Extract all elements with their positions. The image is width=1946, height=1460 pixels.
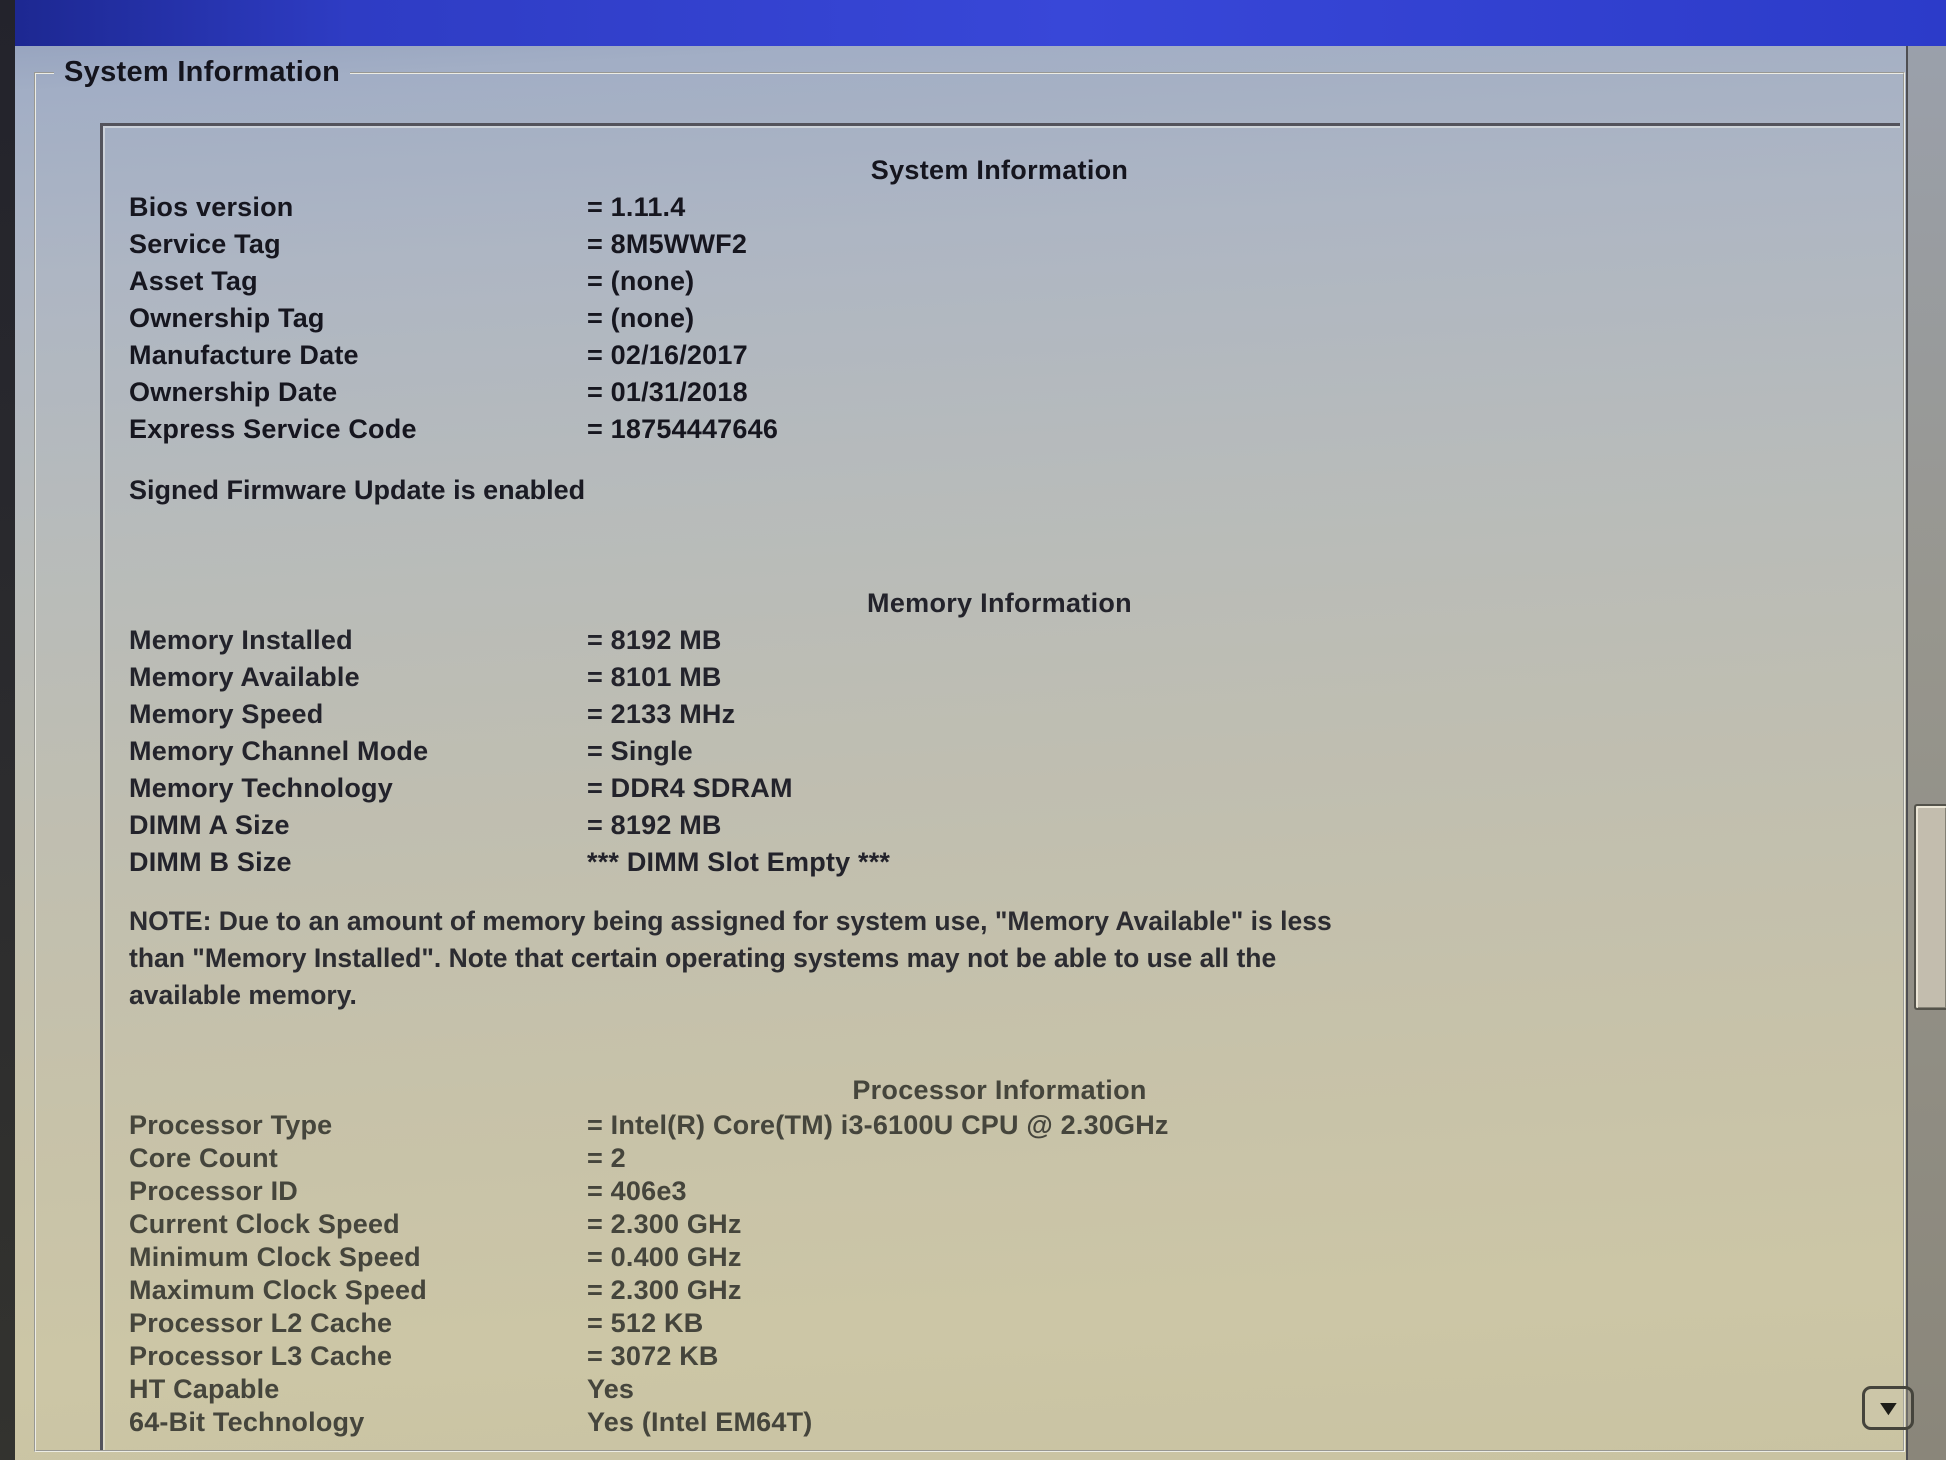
info-label: Maximum Clock Speed	[129, 1275, 427, 1305]
info-value: = (none)	[587, 303, 695, 333]
info-row-processor-id	[129, 1175, 1870, 1208]
memory-note-line: available memory.	[129, 980, 357, 1010]
section-header: System Information	[870, 155, 1129, 185]
info-value: = Single	[587, 736, 693, 766]
info-row-maximum-clock-speed	[129, 1274, 1870, 1307]
info-label: HT Capable	[129, 1374, 280, 1404]
info-row-processor-type	[129, 1109, 1870, 1142]
info-row-ht-capable	[129, 1373, 1870, 1406]
info-row-dimm-a-size	[129, 807, 1870, 844]
info-label: Express Service Code	[129, 414, 417, 444]
info-label: 64-Bit Technology	[129, 1407, 365, 1437]
info-row-service-tag	[129, 226, 1870, 263]
info-row-minimum-clock-speed	[129, 1241, 1870, 1274]
info-value: = 0.400 GHz	[587, 1242, 742, 1272]
info-label: Core Count	[129, 1143, 278, 1173]
info-row-dimm-b-size	[129, 844, 1870, 881]
memory-note-line: NOTE: Due to an amount of memory being assigned for system use, "Memory Available" is less	[129, 906, 1332, 936]
info-panel-content	[129, 150, 1870, 1450]
info-label: Bios version	[129, 192, 294, 222]
info-row-64-bit-technology	[129, 1406, 1870, 1439]
info-row-memory-installed	[129, 622, 1870, 659]
info-value: = Intel(R) Core(TM) i3-6100U CPU @ 2.30GHz	[587, 1110, 1169, 1140]
info-label: Processor L2 Cache	[129, 1308, 393, 1338]
system-information-groupbox	[34, 56, 1905, 1452]
memory-note-line: than "Memory Installed". Note that certain operating systems may not be able to use all the	[129, 943, 1277, 973]
info-value: = 02/16/2017	[587, 340, 748, 370]
screen-left-edge	[0, 0, 15, 1460]
info-label: Current Clock Speed	[129, 1209, 400, 1239]
info-label: Minimum Clock Speed	[129, 1242, 421, 1272]
firmware-status-text: Signed Firmware Update is enabled	[129, 475, 586, 505]
info-row-current-clock-speed	[129, 1208, 1870, 1241]
info-panel	[100, 123, 1903, 1450]
chevron-down-icon: ▼	[1873, 1396, 1903, 1420]
memory-note	[129, 903, 1870, 1014]
info-label: Manufacture Date	[129, 340, 359, 370]
info-label: Memory Technology	[129, 773, 393, 803]
info-value: = 2	[587, 1143, 626, 1173]
info-value: = 512 KB	[587, 1308, 704, 1338]
section-system-information	[129, 152, 1870, 448]
info-value: = DDR4 SDRAM	[587, 773, 793, 803]
info-label: Processor ID	[129, 1176, 298, 1206]
info-row-manufacture-date	[129, 337, 1870, 374]
scrollbar-track[interactable]	[1906, 46, 1946, 1460]
info-label: Service Tag	[129, 229, 281, 259]
info-label: Memory Channel Mode	[129, 736, 429, 766]
scroll-down-button[interactable]	[1862, 1386, 1914, 1430]
info-row-memory-channel-mode	[129, 733, 1870, 770]
section-processor-information	[129, 1072, 1870, 1439]
info-label: Ownership Tag	[129, 303, 325, 333]
info-row-memory-technology	[129, 770, 1870, 807]
info-row-core-count	[129, 1142, 1870, 1175]
section-header: Processor Information	[852, 1075, 1147, 1105]
info-value: = 1.11.4	[587, 192, 686, 222]
info-label: Asset Tag	[129, 266, 258, 296]
info-value: = 8192 MB	[587, 625, 722, 655]
info-row-ownership-date	[129, 374, 1870, 411]
section-header: Memory Information	[867, 588, 1132, 618]
info-value: Yes (Intel EM64T)	[587, 1407, 813, 1437]
info-row-processor-l3-cache	[129, 1340, 1870, 1373]
info-value: Yes	[587, 1374, 635, 1404]
info-value: = (none)	[587, 266, 695, 296]
groupbox-title: System Information	[64, 56, 341, 88]
info-row-express-service-code	[129, 411, 1870, 448]
info-value: = 8101 MB	[587, 662, 722, 692]
info-value: = 2.300 GHz	[587, 1209, 742, 1239]
info-label: Processor Type	[129, 1110, 333, 1140]
info-row-memory-speed	[129, 696, 1870, 733]
top-blue-bar	[0, 0, 1946, 46]
info-row-memory-available	[129, 659, 1870, 696]
info-label: Processor L3 Cache	[129, 1341, 393, 1371]
info-value: = 01/31/2018	[587, 377, 748, 407]
info-row-bios-version	[129, 189, 1870, 226]
info-label: DIMM B Size	[129, 847, 292, 877]
info-row-asset-tag	[129, 263, 1870, 300]
info-value: = 8192 MB	[587, 810, 722, 840]
info-value: = 406e3	[587, 1176, 687, 1206]
info-row-processor-l2-cache	[129, 1307, 1870, 1340]
info-label: Memory Available	[129, 662, 360, 692]
info-value: = 2.300 GHz	[587, 1275, 742, 1305]
info-label: Ownership Date	[129, 377, 338, 407]
info-value: = 18754447646	[587, 414, 779, 444]
info-value: = 3072 KB	[587, 1341, 719, 1371]
info-label: Memory Speed	[129, 699, 324, 729]
info-value: *** DIMM Slot Empty ***	[587, 847, 891, 877]
scrollbar-thumb[interactable]	[1914, 804, 1946, 1010]
info-value: = 2133 MHz	[587, 699, 736, 729]
info-label: Memory Installed	[129, 625, 353, 655]
info-row-ownership-tag	[129, 300, 1870, 337]
info-value: = 8M5WWF2	[587, 229, 748, 259]
section-memory-information	[129, 585, 1870, 881]
info-label: DIMM A Size	[129, 810, 290, 840]
